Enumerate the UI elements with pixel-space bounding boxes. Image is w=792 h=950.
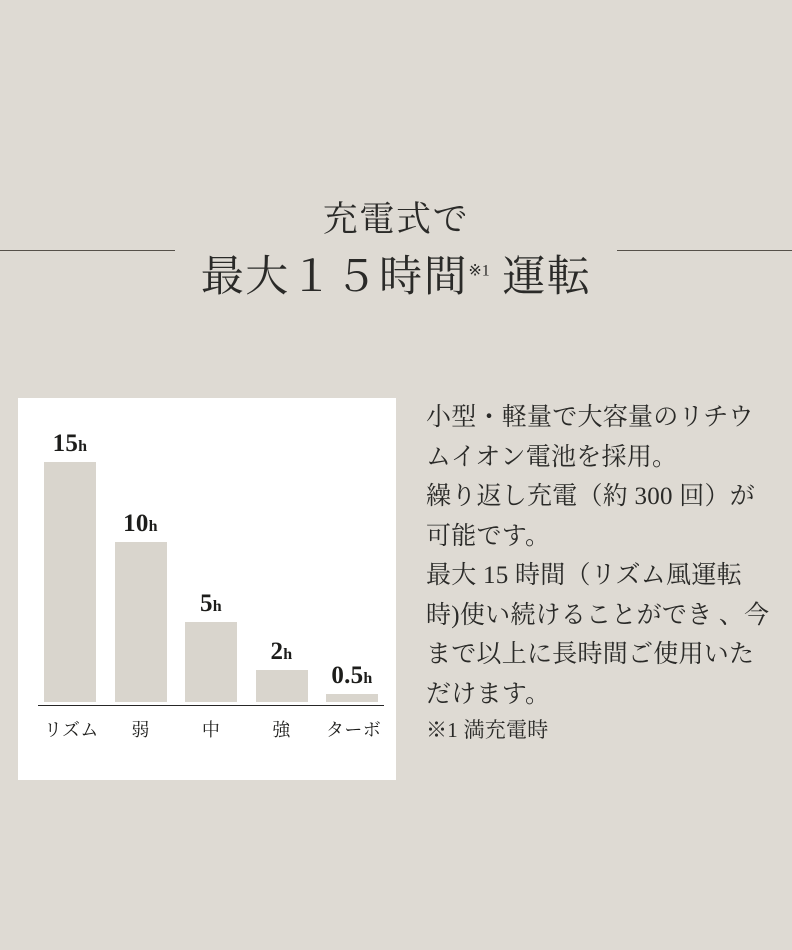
bar-value-label xyxy=(271,638,293,666)
bar-rect xyxy=(256,670,308,702)
bar-value-label xyxy=(200,590,222,618)
chart-plot-area xyxy=(44,416,378,702)
content-row xyxy=(0,398,792,780)
bar-column xyxy=(256,416,308,702)
battery-runtime-bar-chart xyxy=(18,398,396,780)
bar-value-unit: h xyxy=(363,670,373,687)
description-paragraph: 最大 15 時間（リズム風運転時)使い続けることができ 、今まで以上に長時間ご使用いただけます。 xyxy=(426,562,770,708)
page-title-line-2-tail: 運転 xyxy=(502,254,592,302)
category-label: 強 xyxy=(272,720,291,740)
bar-value-unit: h xyxy=(283,646,293,663)
bar-value: 5 xyxy=(200,590,213,617)
category-label: リズム xyxy=(44,720,99,740)
footnote: ※1 満充電時 xyxy=(426,718,549,742)
category-label: ターボ xyxy=(326,720,382,740)
heading-rule-left xyxy=(0,250,190,251)
bar-rect xyxy=(115,542,167,702)
bar-rect xyxy=(326,694,378,702)
bar-value-label xyxy=(123,510,158,538)
bar-value-unit: h xyxy=(148,518,158,535)
description-paragraph: 繰り返し充電（約 300 回）が可能です。 xyxy=(426,483,756,550)
page-title-footnote-marker: ※1 xyxy=(468,262,490,280)
page-title-line-2 xyxy=(201,248,592,307)
page-heading-block xyxy=(0,196,792,308)
category-label: 弱 xyxy=(131,720,150,740)
bar-value-unit: h xyxy=(78,438,88,455)
bar-value: 10 xyxy=(123,510,149,537)
bar-value: 0.5 xyxy=(331,662,364,689)
bar-column xyxy=(115,416,167,702)
category-label: 中 xyxy=(201,720,221,740)
bar-value-label xyxy=(53,430,88,458)
bar-value-label xyxy=(331,662,372,690)
bar-column xyxy=(326,416,378,702)
heading-rule-right xyxy=(602,250,792,251)
chart-x-axis xyxy=(38,705,384,706)
bar-column xyxy=(44,416,96,702)
page-title-line-1: 充電式で xyxy=(322,200,470,239)
bar-value: 2 xyxy=(270,638,284,665)
page-title xyxy=(175,196,618,308)
bar-value-unit: h xyxy=(212,598,222,615)
bar-rect xyxy=(185,622,237,702)
page-title-line-2-main: 最大１５時間 xyxy=(200,254,469,302)
description-text xyxy=(426,398,772,747)
chart-bars xyxy=(44,416,378,702)
bar-value: 15 xyxy=(52,430,79,457)
bar-column xyxy=(185,416,237,702)
description-paragraph: 小型・軽量で大容量のリチウムイオン電池を採用。 xyxy=(426,404,754,471)
chart-category-labels xyxy=(44,716,382,742)
bar-rect xyxy=(44,462,96,702)
